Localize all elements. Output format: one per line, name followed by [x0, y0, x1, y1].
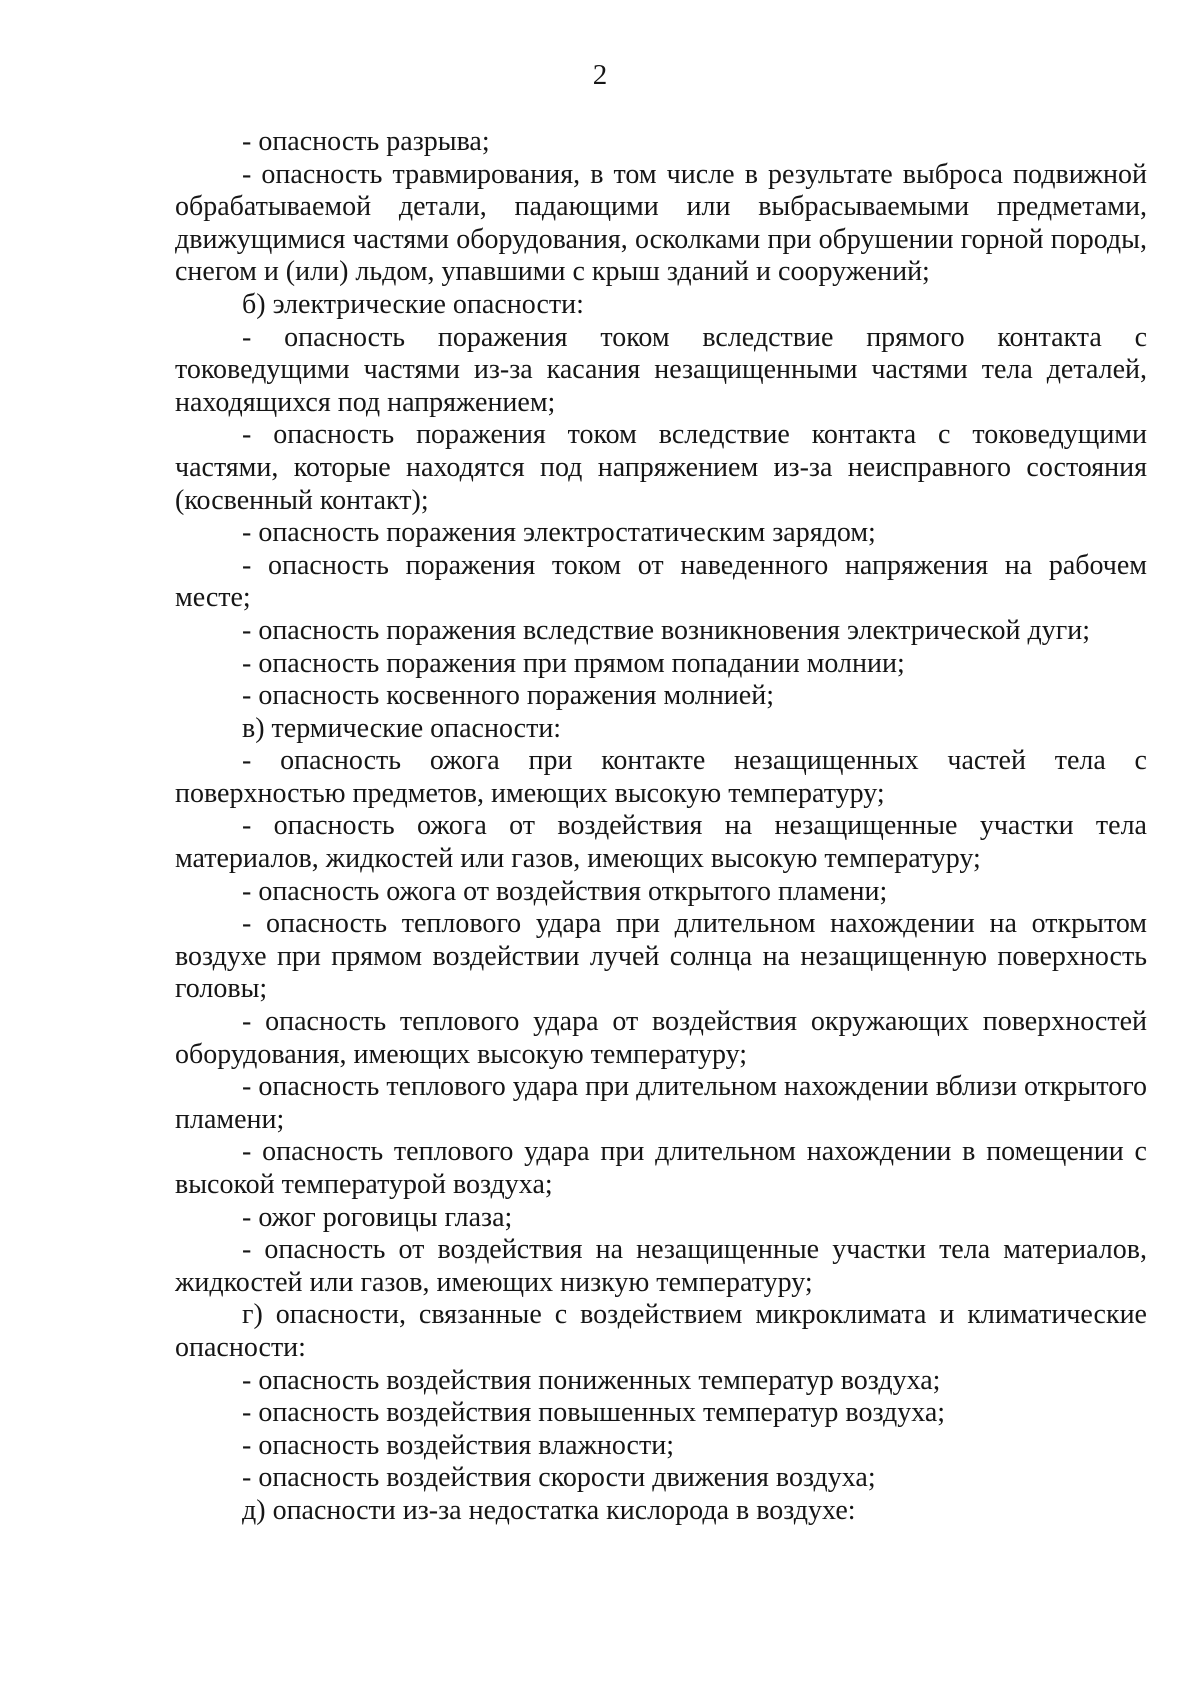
document-body: [175, 126, 1147, 1528]
list-item: - опасность ожога от воздействия на незащищенные участки тела материалов, жидкостей или газов, имеющих высокую температуру;: [175, 810, 1147, 875]
list-item: - опасность поражения при прямом попадании молнии;: [242, 647, 905, 679]
list-item: - опасность теплового удара при длительном нахождении в помещении с высокой температурой воздуха;: [175, 1136, 1147, 1200]
list-item: - ожог роговицы глаза;: [242, 1201, 513, 1233]
list-item: - опасность разрыва;: [242, 126, 490, 157]
list-item: - опасность ожога при контакте незащищенных частей тела с поверхностью предметов, имеющих высокую температуру;: [175, 745, 1147, 809]
list-item: - опасность поражения током от наведенного напряжения на рабочем месте;: [175, 549, 1147, 614]
list-item: - опасность теплового удара при длительном нахождении на открытом воздухе при прямом воздействии лучей солнца на незащищенную поверхность головы;: [175, 908, 1147, 1005]
list-item: - опасность воздействия скорости движения воздуха;: [242, 1462, 876, 1494]
list-item: - опасность воздействия пониженных температур воздуха;: [242, 1364, 941, 1396]
list-item: - опасность воздействия повышенных температур воздуха;: [242, 1397, 946, 1429]
list-item: - опасность поражения электростатическим зарядом;: [242, 517, 876, 549]
page-number: 2: [592, 59, 608, 91]
list-item: - опасность от воздействия на незащищенные участки тела материалов, жидкостей или газов, имеющих низкую температуру;: [175, 1234, 1147, 1298]
section-heading: г) опасности, связанные с воздействием микроклимата и климатические опасности:: [175, 1299, 1147, 1363]
list-item: - опасность косвенного поражения молнией;: [242, 680, 774, 712]
section-heading: д) опасности из-за недостатка кислорода в воздухе:: [242, 1494, 856, 1526]
list-item: - опасность поражения током вследствие контакта с токоведущими частями, которые находятся под напряжением из-за неисправного состояния (косвенный контакт);: [175, 419, 1147, 516]
list-item: - опасность воздействия влажности;: [242, 1429, 674, 1461]
list-item: - опасность теплового удара от воздействия окружающих поверхностей оборудования, имеющих высокую температуру;: [175, 1006, 1147, 1070]
list-item: - опасность травмирования, в том числе в результате выброса подвижной обрабатываемой детали, падающими или выбрасываемыми предметами, движущимися частями оборудования, осколками при обрушении горной породы, снегом и (или) льдом, упавшими с крыш зданий и сооружений;: [175, 158, 1147, 288]
list-item: - опасность поражения вследствие возникновения электрической дуги;: [242, 614, 1090, 646]
section-heading: б) электрические опасности:: [242, 288, 584, 320]
list-item: - опасность поражения током вследствие прямого контакта с токоведущими частями из-за касания незащищенными частями тела деталей, находящихся под напряжением;: [175, 321, 1147, 418]
list-item: - опасность теплового удара при длительном нахождении вблизи открытого пламени;: [175, 1071, 1147, 1135]
section-heading: в) термические опасности:: [242, 712, 562, 744]
list-item: - опасность ожога от воздействия открытого пламени;: [242, 875, 888, 907]
